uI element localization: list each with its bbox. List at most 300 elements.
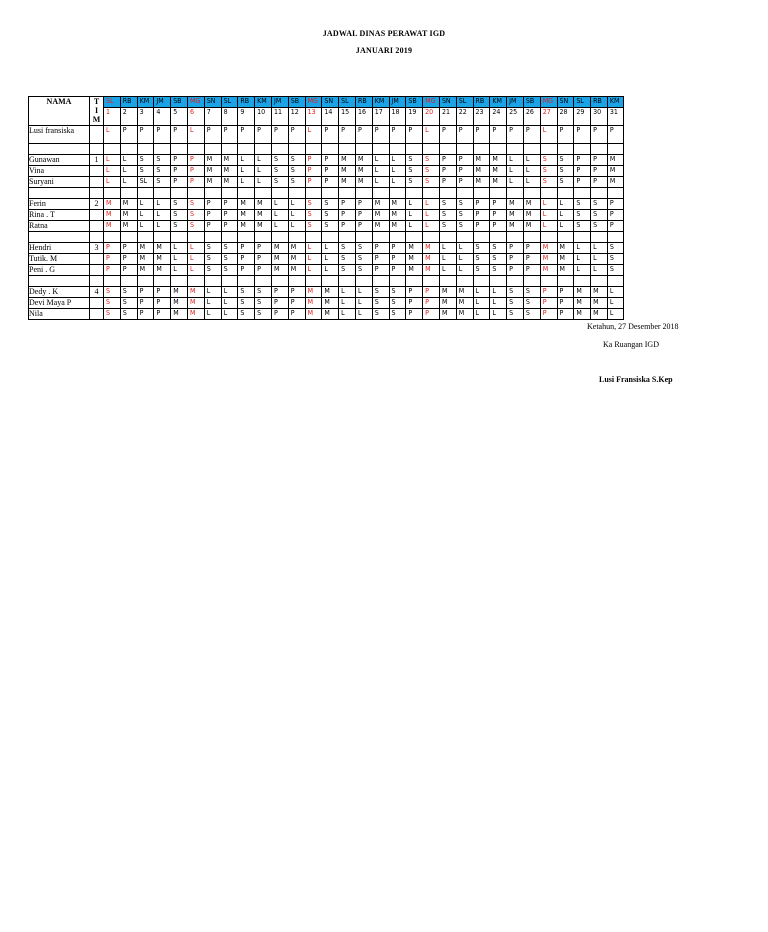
- empty-cell: [456, 276, 473, 287]
- empty-cell: [406, 188, 423, 199]
- day-name-cell: RB: [238, 97, 255, 108]
- empty-cell: [456, 188, 473, 199]
- shift-cell: M: [607, 155, 623, 166]
- shift-cell: L: [204, 298, 221, 309]
- shift-cell: M: [288, 265, 305, 276]
- shift-cell: M: [439, 298, 456, 309]
- shift-cell: L: [557, 210, 574, 221]
- shift-cell: L: [423, 126, 440, 144]
- shift-cell: L: [490, 298, 507, 309]
- shift-cell: M: [540, 243, 557, 254]
- empty-cell: [540, 144, 557, 155]
- shift-cell: M: [456, 309, 473, 320]
- shift-cell: P: [171, 126, 188, 144]
- shift-cell: P: [154, 298, 171, 309]
- shift-cell: M: [288, 254, 305, 265]
- shift-cell: M: [154, 243, 171, 254]
- empty-cell: [507, 276, 524, 287]
- shift-cell: M: [339, 177, 356, 188]
- empty-cell: [221, 188, 238, 199]
- shift-cell: M: [339, 155, 356, 166]
- shift-cell: L: [540, 210, 557, 221]
- empty-cell: [171, 188, 188, 199]
- empty-cell: [372, 188, 389, 199]
- empty-cell: [271, 188, 288, 199]
- empty-cell: [355, 276, 372, 287]
- shift-cell: S: [406, 166, 423, 177]
- shift-cell: M: [322, 309, 339, 320]
- shift-cell: S: [120, 287, 137, 298]
- shift-cell: M: [305, 298, 322, 309]
- group-spacer-row: [29, 276, 624, 287]
- empty-cell: [591, 144, 608, 155]
- shift-cell: P: [507, 265, 524, 276]
- shift-cell: M: [372, 221, 389, 232]
- team-number: [90, 309, 104, 320]
- team-number: [90, 177, 104, 188]
- empty-cell: [406, 276, 423, 287]
- day-name-cell: SB: [171, 97, 188, 108]
- empty-cell: [389, 188, 406, 199]
- shift-cell: L: [305, 243, 322, 254]
- shift-cell: S: [607, 265, 623, 276]
- shift-cell: P: [355, 126, 372, 144]
- empty-cell: [339, 232, 356, 243]
- shift-cell: S: [557, 177, 574, 188]
- shift-cell: M: [406, 243, 423, 254]
- shift-cell: S: [339, 265, 356, 276]
- shift-cell: P: [204, 210, 221, 221]
- shift-cell: M: [439, 287, 456, 298]
- empty-cell: [372, 144, 389, 155]
- shift-cell: S: [104, 309, 121, 320]
- shift-cell: S: [439, 199, 456, 210]
- tim-header-letter: M: [92, 115, 101, 124]
- shift-cell: L: [607, 298, 623, 309]
- shift-cell: P: [372, 243, 389, 254]
- empty-cell: [305, 188, 322, 199]
- shift-cell: L: [221, 309, 238, 320]
- nurse-row: [29, 243, 624, 254]
- shift-cell: M: [557, 265, 574, 276]
- shift-cell: P: [406, 287, 423, 298]
- empty-cell: [490, 232, 507, 243]
- shift-cell: M: [154, 254, 171, 265]
- shift-cell: P: [221, 126, 238, 144]
- shift-cell: P: [557, 287, 574, 298]
- shift-cell: P: [137, 309, 154, 320]
- shift-cell: M: [221, 155, 238, 166]
- header-dates-row: [29, 108, 624, 126]
- shift-cell: L: [171, 243, 188, 254]
- day-name-cell: JM: [154, 97, 171, 108]
- shift-cell: M: [423, 265, 440, 276]
- shift-cell: P: [104, 243, 121, 254]
- shift-cell: P: [591, 126, 608, 144]
- empty-cell: [557, 144, 574, 155]
- shift-cell: S: [187, 210, 204, 221]
- shift-cell: P: [540, 298, 557, 309]
- shift-cell: P: [221, 199, 238, 210]
- shift-cell: S: [238, 287, 255, 298]
- shift-cell: S: [171, 221, 188, 232]
- shift-cell: P: [473, 221, 490, 232]
- empty-cell: [507, 188, 524, 199]
- empty-cell: [255, 188, 272, 199]
- shift-cell: L: [406, 210, 423, 221]
- empty-cell: [154, 276, 171, 287]
- shift-cell: M: [507, 199, 524, 210]
- empty-cell: [507, 144, 524, 155]
- shift-cell: P: [288, 309, 305, 320]
- shift-cell: S: [255, 309, 272, 320]
- shift-cell: L: [120, 155, 137, 166]
- shift-cell: P: [523, 243, 540, 254]
- empty-cell: [339, 144, 356, 155]
- shift-cell: L: [473, 298, 490, 309]
- empty-cell: [523, 188, 540, 199]
- shift-cell: P: [490, 221, 507, 232]
- empty-cell: [90, 232, 104, 243]
- empty-cell: [171, 232, 188, 243]
- shift-cell: S: [591, 210, 608, 221]
- shift-cell: M: [238, 199, 255, 210]
- day-name-cell: RB: [591, 97, 608, 108]
- shift-cell: M: [490, 155, 507, 166]
- shift-cell: S: [574, 221, 591, 232]
- shift-cell: S: [154, 177, 171, 188]
- shift-cell: M: [271, 243, 288, 254]
- nama-header: NAMA: [29, 97, 90, 126]
- shift-cell: P: [322, 177, 339, 188]
- shift-cell: P: [137, 126, 154, 144]
- empty-cell: [591, 188, 608, 199]
- shift-cell: M: [204, 155, 221, 166]
- shift-cell: L: [187, 265, 204, 276]
- empty-cell: [456, 232, 473, 243]
- shift-cell: L: [171, 254, 188, 265]
- date-cell: 2: [120, 108, 137, 126]
- day-name-cell: SN: [439, 97, 456, 108]
- shift-cell: S: [423, 177, 440, 188]
- shift-cell: S: [255, 287, 272, 298]
- shift-cell: P: [322, 155, 339, 166]
- empty-cell: [29, 144, 90, 155]
- shift-cell: L: [305, 254, 322, 265]
- shift-cell: P: [523, 265, 540, 276]
- empty-cell: [238, 232, 255, 243]
- shift-cell: L: [271, 199, 288, 210]
- team-number: 4: [90, 287, 104, 298]
- shift-cell: S: [355, 265, 372, 276]
- empty-cell: [591, 232, 608, 243]
- shift-cell: P: [104, 265, 121, 276]
- empty-cell: [406, 232, 423, 243]
- shift-cell: S: [473, 254, 490, 265]
- shift-cell: S: [305, 210, 322, 221]
- shift-cell: S: [423, 155, 440, 166]
- nurse-name: Dedy . K: [29, 287, 90, 298]
- shift-cell: P: [120, 254, 137, 265]
- shift-cell: M: [104, 210, 121, 221]
- shift-cell: M: [372, 199, 389, 210]
- date-cell: 30: [591, 108, 608, 126]
- empty-cell: [120, 188, 137, 199]
- shift-cell: P: [389, 265, 406, 276]
- date-cell: 24: [490, 108, 507, 126]
- shift-cell: L: [439, 265, 456, 276]
- empty-cell: [339, 276, 356, 287]
- shift-cell: S: [439, 221, 456, 232]
- shift-cell: P: [305, 155, 322, 166]
- empty-cell: [120, 232, 137, 243]
- shift-cell: L: [507, 177, 524, 188]
- shift-cell: P: [507, 254, 524, 265]
- nurse-name: Ferin: [29, 199, 90, 210]
- shift-cell: M: [591, 309, 608, 320]
- shift-cell: S: [154, 166, 171, 177]
- group-spacer-row: [29, 188, 624, 199]
- shift-cell: M: [607, 166, 623, 177]
- empty-cell: [473, 232, 490, 243]
- empty-cell: [204, 276, 221, 287]
- shift-cell: P: [355, 199, 372, 210]
- empty-cell: [221, 144, 238, 155]
- shift-cell: M: [305, 309, 322, 320]
- empty-cell: [288, 276, 305, 287]
- empty-cell: [255, 232, 272, 243]
- nurse-name: Rina . T: [29, 210, 90, 221]
- empty-cell: [389, 144, 406, 155]
- empty-cell: [473, 144, 490, 155]
- empty-cell: [439, 144, 456, 155]
- day-name-cell: KM: [607, 97, 623, 108]
- team-number: 2: [90, 199, 104, 210]
- shift-cell: M: [187, 309, 204, 320]
- shift-cell: M: [238, 221, 255, 232]
- shift-cell: L: [288, 210, 305, 221]
- empty-cell: [90, 144, 104, 155]
- shift-cell: P: [574, 166, 591, 177]
- shift-cell: L: [339, 309, 356, 320]
- shift-cell: M: [204, 166, 221, 177]
- shift-cell: M: [171, 309, 188, 320]
- shift-cell: P: [187, 177, 204, 188]
- empty-cell: [204, 144, 221, 155]
- shift-cell: L: [456, 254, 473, 265]
- empty-cell: [523, 276, 540, 287]
- group-spacer-row: [29, 232, 624, 243]
- empty-cell: [104, 188, 121, 199]
- shift-cell: S: [540, 166, 557, 177]
- shift-cell: S: [507, 287, 524, 298]
- shift-cell: L: [540, 199, 557, 210]
- shift-cell: M: [591, 287, 608, 298]
- empty-cell: [29, 276, 90, 287]
- nurse-row: [29, 126, 624, 144]
- shift-cell: P: [423, 309, 440, 320]
- empty-cell: [104, 144, 121, 155]
- shift-cell: L: [456, 243, 473, 254]
- empty-cell: [288, 188, 305, 199]
- shift-cell: P: [389, 243, 406, 254]
- day-name-cell: JM: [389, 97, 406, 108]
- shift-cell: P: [473, 126, 490, 144]
- shift-cell: P: [591, 155, 608, 166]
- shift-cell: P: [171, 166, 188, 177]
- shift-cell: L: [372, 166, 389, 177]
- empty-cell: [557, 188, 574, 199]
- shift-cell: L: [507, 166, 524, 177]
- shift-cell: P: [322, 126, 339, 144]
- day-name-cell: JM: [271, 97, 288, 108]
- signature-place-date: Ketahun, 27 Desember 2018: [587, 322, 679, 331]
- shift-cell: S: [456, 210, 473, 221]
- shift-cell: L: [255, 166, 272, 177]
- shift-cell: P: [507, 126, 524, 144]
- shift-cell: M: [540, 254, 557, 265]
- empty-cell: [490, 188, 507, 199]
- shift-cell: P: [120, 265, 137, 276]
- day-name-cell: RB: [120, 97, 137, 108]
- team-number: [90, 126, 104, 144]
- shift-cell: M: [423, 254, 440, 265]
- shift-cell: L: [154, 210, 171, 221]
- shift-cell: P: [540, 287, 557, 298]
- shift-cell: M: [221, 166, 238, 177]
- date-cell: 23: [473, 108, 490, 126]
- empty-cell: [305, 276, 322, 287]
- shift-cell: P: [523, 126, 540, 144]
- shift-cell: M: [456, 298, 473, 309]
- empty-cell: [423, 276, 440, 287]
- shift-cell: S: [204, 243, 221, 254]
- shift-cell: S: [607, 243, 623, 254]
- shift-cell: S: [355, 243, 372, 254]
- shift-cell: P: [187, 166, 204, 177]
- shift-cell: L: [372, 155, 389, 166]
- shift-cell: P: [204, 126, 221, 144]
- shift-cell: S: [389, 298, 406, 309]
- shift-cell: P: [456, 126, 473, 144]
- date-cell: 14: [322, 108, 339, 126]
- empty-cell: [355, 232, 372, 243]
- shift-cell: L: [104, 126, 121, 144]
- shift-cell: M: [120, 221, 137, 232]
- shift-cell: P: [439, 166, 456, 177]
- shift-cell: P: [271, 309, 288, 320]
- shift-cell: P: [137, 287, 154, 298]
- team-number: [90, 166, 104, 177]
- shift-cell: L: [355, 287, 372, 298]
- shift-cell: S: [305, 221, 322, 232]
- date-cell: 17: [372, 108, 389, 126]
- date-cell: 11: [271, 108, 288, 126]
- shift-cell: M: [591, 298, 608, 309]
- empty-cell: [607, 144, 623, 155]
- shift-cell: S: [271, 155, 288, 166]
- date-cell: 20: [423, 108, 440, 126]
- shift-cell: L: [238, 177, 255, 188]
- shift-cell: M: [104, 199, 121, 210]
- shift-cell: P: [406, 126, 423, 144]
- shift-cell: L: [120, 166, 137, 177]
- day-name-cell: RB: [473, 97, 490, 108]
- shift-cell: S: [406, 155, 423, 166]
- empty-cell: [557, 232, 574, 243]
- shift-cell: L: [574, 265, 591, 276]
- team-number: [90, 254, 104, 265]
- day-name-cell: SL: [104, 97, 121, 108]
- shift-cell: L: [137, 210, 154, 221]
- empty-cell: [154, 232, 171, 243]
- shift-cell: M: [137, 254, 154, 265]
- shift-cell: P: [372, 126, 389, 144]
- shift-cell: S: [490, 243, 507, 254]
- shift-cell: M: [238, 210, 255, 221]
- shift-cell: M: [271, 254, 288, 265]
- empty-cell: [523, 232, 540, 243]
- shift-cell: P: [574, 177, 591, 188]
- shift-cell: L: [322, 254, 339, 265]
- shift-cell: S: [523, 309, 540, 320]
- shift-cell: L: [607, 287, 623, 298]
- shift-cell: M: [456, 287, 473, 298]
- shift-cell: L: [339, 287, 356, 298]
- shift-cell: P: [557, 126, 574, 144]
- shift-cell: S: [456, 199, 473, 210]
- shift-cell: P: [490, 126, 507, 144]
- empty-cell: [540, 276, 557, 287]
- shift-cell: P: [372, 265, 389, 276]
- shift-cell: S: [507, 309, 524, 320]
- shift-cell: M: [607, 177, 623, 188]
- shift-cell: M: [574, 298, 591, 309]
- team-number: 3: [90, 243, 104, 254]
- shift-cell: P: [154, 126, 171, 144]
- shift-cell: S: [372, 287, 389, 298]
- shift-cell: S: [322, 221, 339, 232]
- shift-cell: S: [607, 254, 623, 265]
- empty-cell: [490, 276, 507, 287]
- empty-cell: [322, 188, 339, 199]
- nurse-row: [29, 155, 624, 166]
- shift-cell: M: [171, 287, 188, 298]
- shift-cell: S: [557, 166, 574, 177]
- empty-cell: [271, 232, 288, 243]
- shift-cell: S: [288, 177, 305, 188]
- shift-cell: L: [540, 126, 557, 144]
- shift-cell: L: [238, 155, 255, 166]
- shift-cell: S: [490, 254, 507, 265]
- empty-cell: [255, 276, 272, 287]
- tim-header-letter: T: [93, 97, 100, 106]
- shift-cell: L: [423, 210, 440, 221]
- empty-cell: [574, 276, 591, 287]
- shift-cell: S: [221, 243, 238, 254]
- shift-cell: P: [456, 155, 473, 166]
- shift-cell: P: [557, 298, 574, 309]
- empty-cell: [187, 188, 204, 199]
- shift-cell: L: [540, 221, 557, 232]
- shift-cell: M: [322, 298, 339, 309]
- date-cell: 15: [339, 108, 356, 126]
- shift-cell: L: [339, 298, 356, 309]
- empty-cell: [238, 188, 255, 199]
- empty-cell: [120, 144, 137, 155]
- date-cell: 10: [255, 108, 272, 126]
- shift-cell: M: [355, 177, 372, 188]
